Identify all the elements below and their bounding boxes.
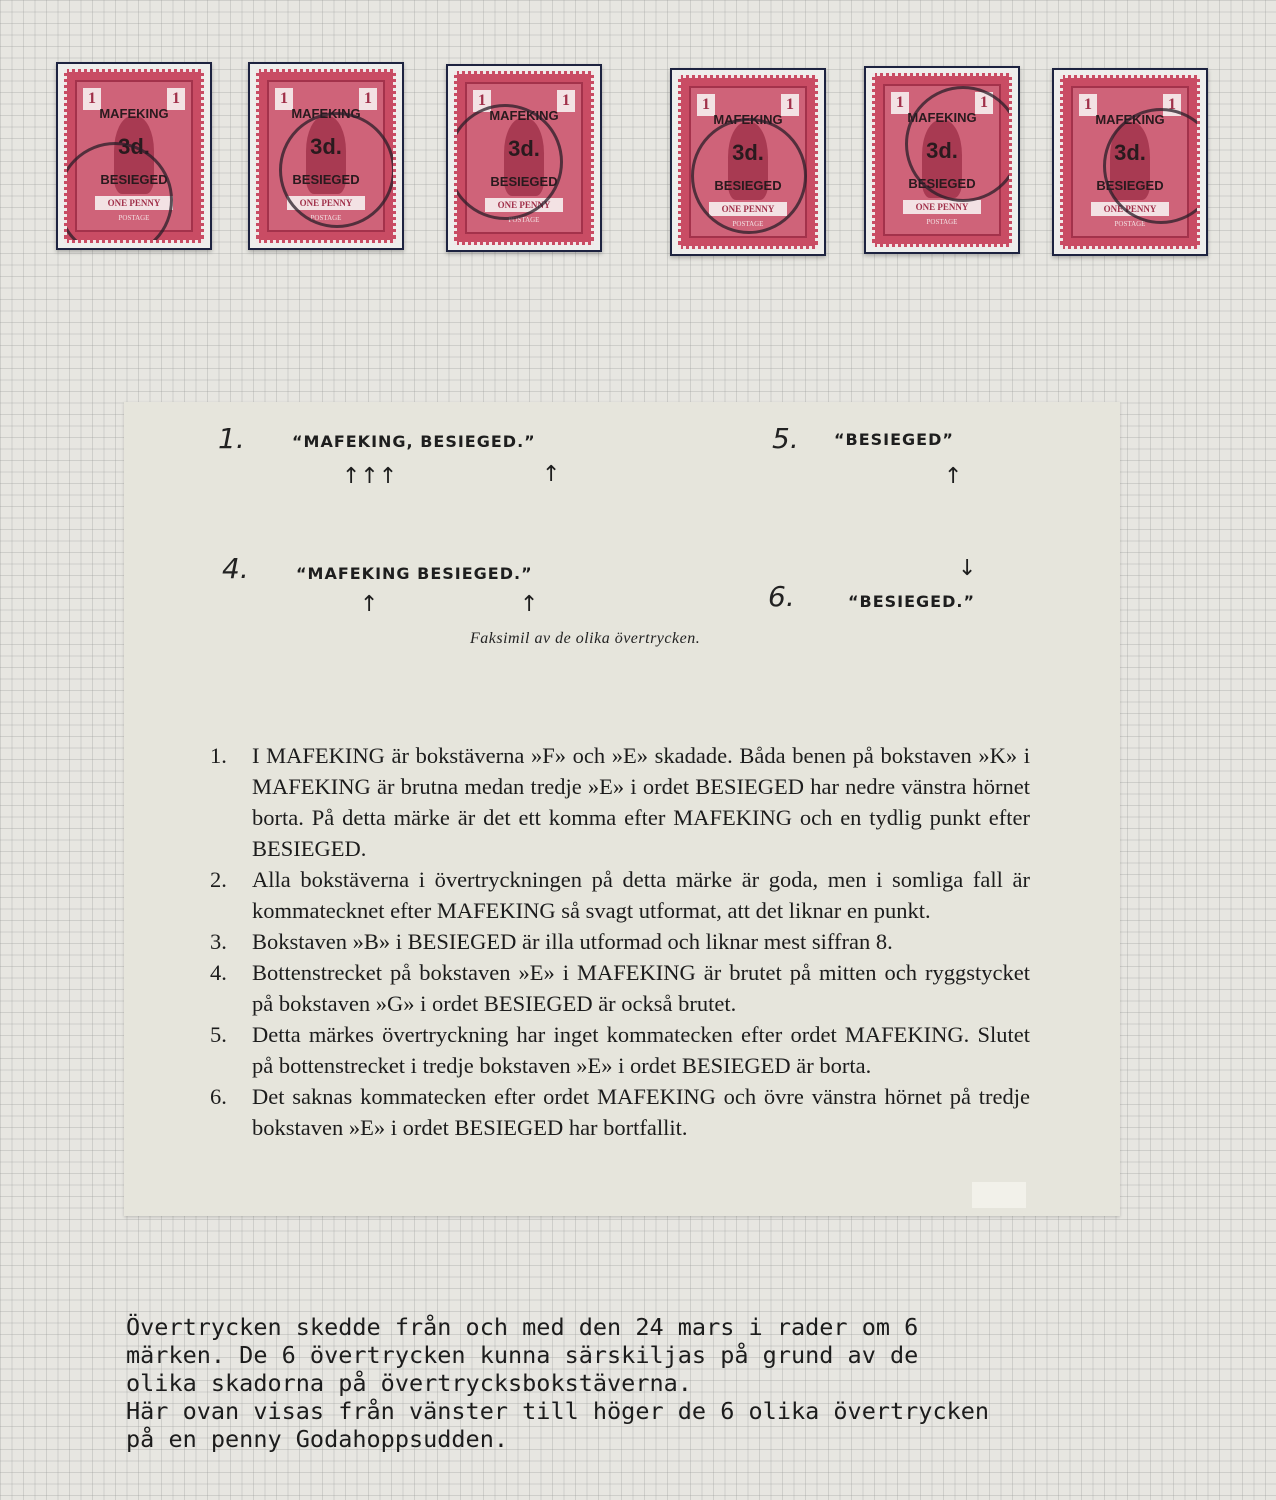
stamp-value-right: 1 [557,90,575,112]
variant-number-5: 5. [772,422,799,455]
overprint-value: 3d. [508,136,540,161]
stamp-postage-label: POSTAGE [1114,220,1146,228]
stamp-value-left: 1 [473,90,491,112]
arrow-up-icon: ↑ [944,464,963,489]
note-text: Det saknas kommatecken efter ordet MAFEKING och övre vänstra hörnet på tredje bokstaven »E» i ordet BESIEGED har bortfallit. [252,1084,1030,1140]
stamp [872,73,1012,247]
note-number: 1. [210,743,227,768]
variant-number-6: 6. [768,580,795,613]
overprint-besieged: BESIEGED [908,176,976,191]
facsimile-caption: Faksimil av de olika övertrycken. [470,630,701,647]
stamp-value-right: 1 [975,92,993,114]
list-item [210,926,1030,957]
stamp-value-left: 1 [275,88,293,110]
list-item [210,957,1030,1019]
overprint-value: 3d. [1114,140,1146,165]
stamp [454,71,594,245]
overprint-value: 3d. [310,134,342,159]
postmark-cancel [279,112,395,228]
overprint-besieged: BESIEGED [714,178,782,193]
overprint-mafeking: MAFEKING [1095,112,1165,127]
stamp-value-right: 1 [359,88,377,110]
arrow-up-icon: ↑ [542,462,561,487]
overprint-mafeking: MAFEKING [907,110,977,125]
stamp-denomination: ONE PENNY [95,196,173,210]
list-item [210,864,1030,926]
stamp-value-right: 1 [167,88,185,110]
overprint-besieged: BESIEGED [490,174,558,189]
note-text: Alla bokstäverna i övertryckningen på detta märke är goda, men i somliga fall är kommatecknet efter MAFEKING så svagt utformat, att det liknar en punkt. [252,867,1030,923]
overprint-besieged: BESIEGED [100,172,168,187]
stamp-postage-label: POSTAGE [310,214,342,222]
overprint-value: 3d. [118,134,150,159]
stamp-value-left: 1 [1079,94,1097,116]
overprint-besieged: BESIEGED [292,172,360,187]
stamp-mount [248,62,404,250]
variant-number-1: 1. [218,422,245,455]
arrow-up-icon: ↑ [520,592,539,617]
stamp-mount [864,66,1020,254]
stamp-postage-label: POSTAGE [926,218,958,226]
arrow-down-icon: ↓ [958,556,977,581]
facsimile-sheet [124,402,1120,1216]
stamp-value-right: 1 [1163,94,1181,116]
stamp-mount [1052,68,1208,256]
stamp-denomination: ONE PENNY [287,196,365,210]
stamp-denomination: ONE PENNY [709,202,787,216]
stamp-value-right: 1 [781,94,799,116]
overprint-variant-1: “MAFEKING, BESIEGED.” [292,432,536,451]
stamp-value-left: 1 [83,88,101,110]
note-text: Bokstaven »B» i BESIEGED är illa utformad och liknar mest siffran 8. [252,929,893,954]
stamp-postage-label: POSTAGE [732,220,764,228]
note-number: 4. [210,960,227,985]
note-text: Bottenstrecket på bokstaven »E» i MAFEKING är brutet på mitten och ryggstycket på bokstaven »G» i ordet BESIEGED är också brutet. [252,960,1030,1016]
list-item [210,1019,1030,1081]
stamp [1060,75,1200,249]
postmark-cancel [691,118,807,234]
typed-note: Övertrycken skedde från och med den 24 mars i rader om 6 märken. De 6 övertrycken kunna särskiljas på grund av de olika skadorna på övertrycksbokstäverna. Här ovan visas från vänster till höger de 6 olika övertrycken på en penny Godahoppsudden. [126,1313,990,1453]
stamp [678,75,818,249]
variant-notes-list [210,740,1030,1143]
list-item [210,1081,1030,1143]
variant-number-4: 4. [222,552,249,585]
stamp-mount [446,64,602,252]
note-text: I MAFEKING är bokstäverna »F» och »E» skadade. Båda benen på bokstaven »K» i MAFEKING är brutna medan tredje »E» i ordet BESIEGED har nedre vänstra hörnet borta. På detta märke är det ett komma efter MAFEKING och en tydlig punkt efter BESIEGED. [252,743,1030,861]
overprint-variant-4: “MAFEKING BESIEGED.” [296,564,533,583]
stamp-denomination: ONE PENNY [903,200,981,214]
note-text: Detta märkes övertryckning har inget kommatecken efter ordet MAFEKING. Slutet på bottenstrecket i tredje bokstaven »E» i ordet BESIEGED är borta. [252,1022,1030,1078]
stamp-mount [670,68,826,256]
overprint-besieged: BESIEGED [1096,178,1164,193]
overprint-value: 3d. [926,138,958,163]
stamp-postage-label: POSTAGE [118,214,150,222]
stamp-value-left: 1 [891,92,909,114]
overprint-variant-5: “BESIEGED” [834,430,954,449]
list-item [210,740,1030,864]
overprint-mafeking: MAFEKING [489,108,559,123]
postmark-cancel [905,86,1012,202]
stamp-denomination: ONE PENNY [1091,202,1169,216]
overprint-mafeking: MAFEKING [713,112,783,127]
note-number: 2. [210,867,227,892]
note-number: 5. [210,1022,227,1047]
arrow-up-icon: ↑↑↑ [342,464,398,489]
stamp [64,69,204,243]
stamp-postage-label: POSTAGE [508,216,540,224]
note-number: 3. [210,929,227,954]
overprint-value: 3d. [732,140,764,165]
overprint-variant-6: “BESIEGED.” [848,592,975,611]
stamp-value-left: 1 [697,94,715,116]
arrow-up-icon: ↑ [360,592,379,617]
paper-smudge [972,1182,1026,1208]
stamp-denomination: ONE PENNY [485,198,563,212]
overprint-mafeking: MAFEKING [99,106,169,121]
stamp [256,69,396,243]
stamp-mount [56,62,212,250]
overprint-mafeking: MAFEKING [291,106,361,121]
note-number: 6. [210,1084,227,1109]
